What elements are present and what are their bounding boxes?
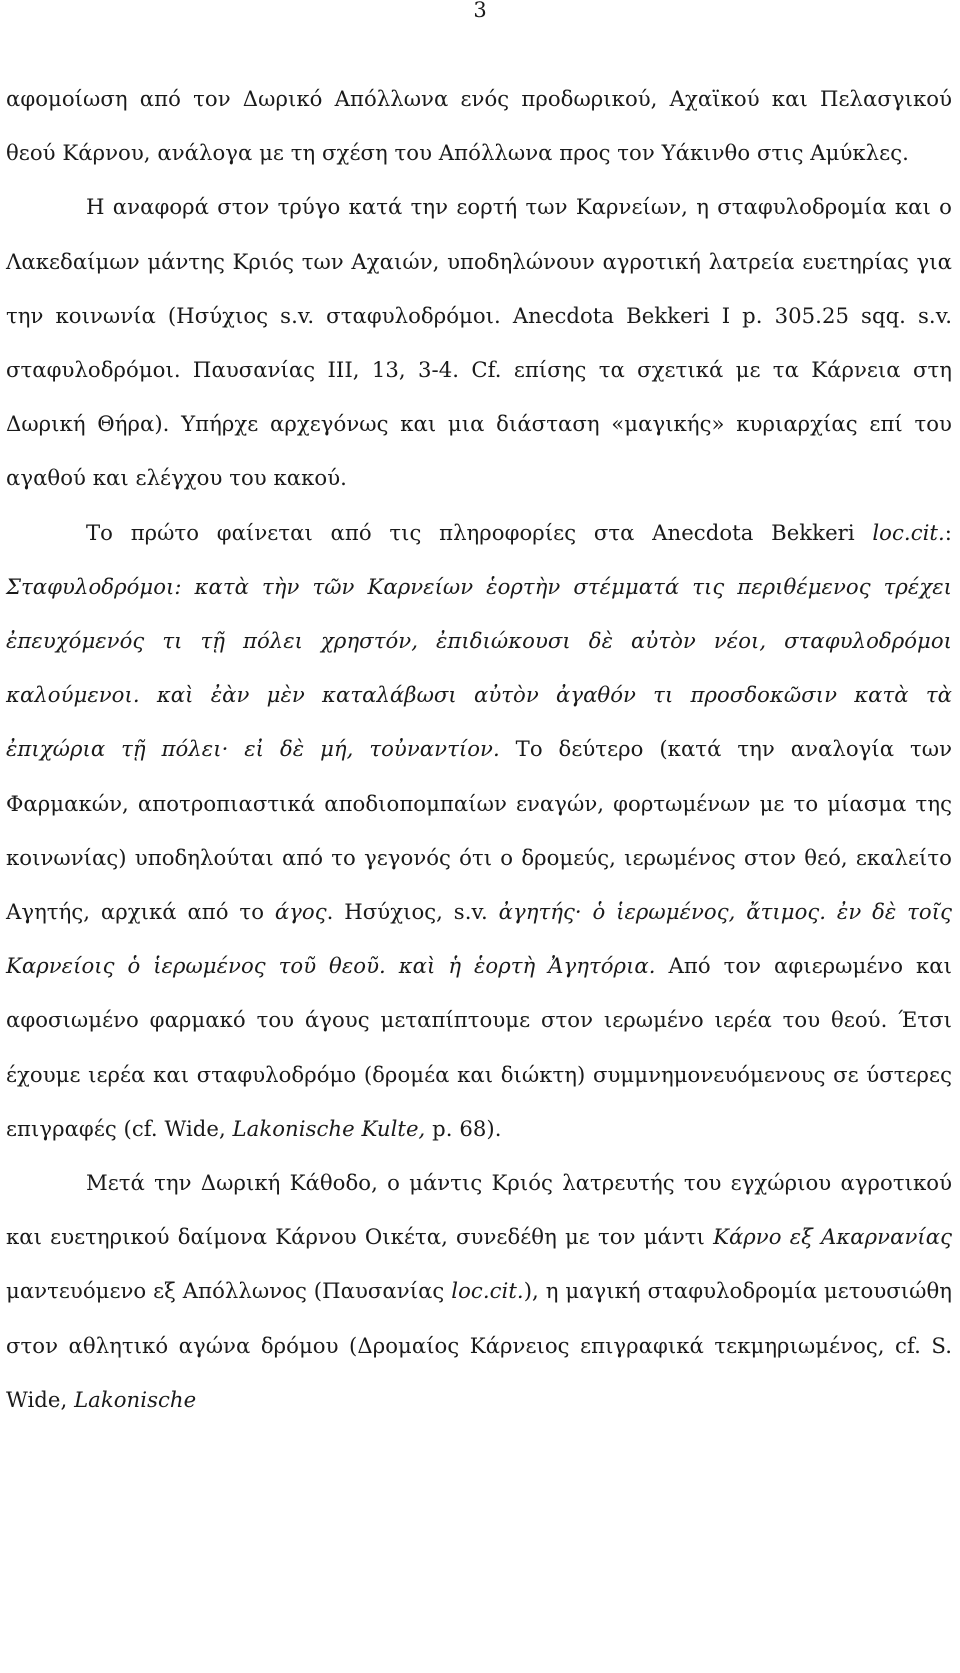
italic-text-run: Lakonische	[74, 1386, 197, 1412]
text-run: Από τον αφιερωμένο και αφοσιωμένο φαρμακό του άγους μεταπίπτουμε στον ιερωμένο ιερέα του θεού. Έτσι έχουμε ιερέα και σταφυλοδρόμο (δρομέα και διώκτη) συμμνημονευόμενους σε ύστερες επιγραφές (cf. Wide,	[6, 953, 952, 1141]
text-run: μαντευόμενο εξ Απόλλωνος (Παυσανίας	[6, 1278, 452, 1304]
text-run: :	[944, 519, 952, 545]
text-run: p. 68).	[425, 1115, 502, 1141]
text-run: Μετά την Δωρική Κάθοδο, ο μάντις Κριός λατρευτής του εγχώριου αγροτικού και ευετηρικού δαίμονα Κάρνου Οικέτα, συνεδέθη με τον μάντι	[6, 1170, 952, 1250]
italic-text-run: loc.cit.	[872, 519, 945, 545]
paragraph	[6, 1156, 952, 1427]
page-number: 3	[473, 0, 487, 22]
text-run: Η αναφορά στον τρύγο κατά την εορτή των Καρνείων, η σταφυλοδρομία και ο Λακεδαίμων μάντης Κριός των Αχαιών, υποδηλώνουν αγροτική λατρεία ευετηρίας για την κοινωνία (Ησύχιος s.v. σταφυλοδρόμοι. Anecdota Bekkeri I p. 305.25 sqq. s.v. σταφυλοδρόμοι. Παυσανίας III, 13, 3-4. Cf. επίσης τα σχετικά με τα Κάρνεια στη Δωρική Θήρα). Υπήρχε αρχεγόνως και μια διάσταση «μαγικής» κυριαρχίας επί του αγαθού και ελέγχου του κακού.	[6, 194, 952, 491]
body-text	[6, 72, 952, 1427]
italic-text-run: loc.cit.	[451, 1278, 524, 1304]
italic-text-run: Κάρνο εξ Ακαρνανίας	[713, 1224, 953, 1250]
italic-text-run: Lakonische Kulte,	[232, 1115, 426, 1141]
paragraph	[6, 72, 952, 180]
text-run: . Ησύχιος, s.v.	[326, 899, 499, 925]
paragraph	[6, 506, 952, 1156]
italic-text-run: Σταφυλοδρόμοι: κατὰ τὴν τῶν Καρνείων ἑορτὴν στέμματά τις περιθέμενος τρέχει ἐπευχόμενός τι τῇ πόλει χρηστόν, ἐπιδιώκουσι δὲ αὐτὸν νέοι, σταφυλοδρόμοι καλούμενοι. καὶ ἐὰν μὲν καταλάβωσι αὐτὸν ἀγαθόν τι προσδοκῶσιν κατὰ τὰ ἐπιχώρια τῇ πόλει· εἰ δὲ μή, τοὐναντίον.	[6, 573, 952, 762]
text-run: Το πρώτο φαίνεται από τις πληροφορίες στα Anecdota Bekkeri	[86, 519, 873, 545]
text-run: αφομοίωση από τον Δωρικό Απόλλωνα ενός προδωρικού, Αχαϊκού και Πελασγικού θεού Κάρνου, ανάλογα με τη σχέση του Απόλλωνα προς τον Υάκινθο στις Αμύκλες.	[6, 86, 952, 166]
italic-text-run: ἀγητής· ὁ ἱερωμένος, ἄτιμος. ἐν δὲ τοῖς Καρνείοις ὁ ἱερωμένος τοῦ θεοῦ. καὶ ἡ ἑορτὴ Ἀγητόρια.	[6, 899, 952, 979]
paragraph	[6, 180, 952, 505]
text-run: ), η μαγική σταφυλοδρομία μετουσιώθη στον αθλητικό αγώνα δρόμου (Δρομαίος Κάρνειος επιγραφικά τεκμηριωμένος, cf. S. Wide,	[6, 1278, 952, 1412]
text-run: Το δεύτερο (κατά την αναλογία των Φαρμακών, αποτροπιαστικά αποδιοπομπαίων εναγών, φορτωμένων με το μίασμα της κοινωνίας) υποδηλούται από το γεγονός ότι ο δρομεύς, ιερωμένος στον θεό, εκαλείτο Αγητής, αρχικά από το	[6, 736, 952, 925]
italic-text-run: άγος	[274, 899, 327, 925]
